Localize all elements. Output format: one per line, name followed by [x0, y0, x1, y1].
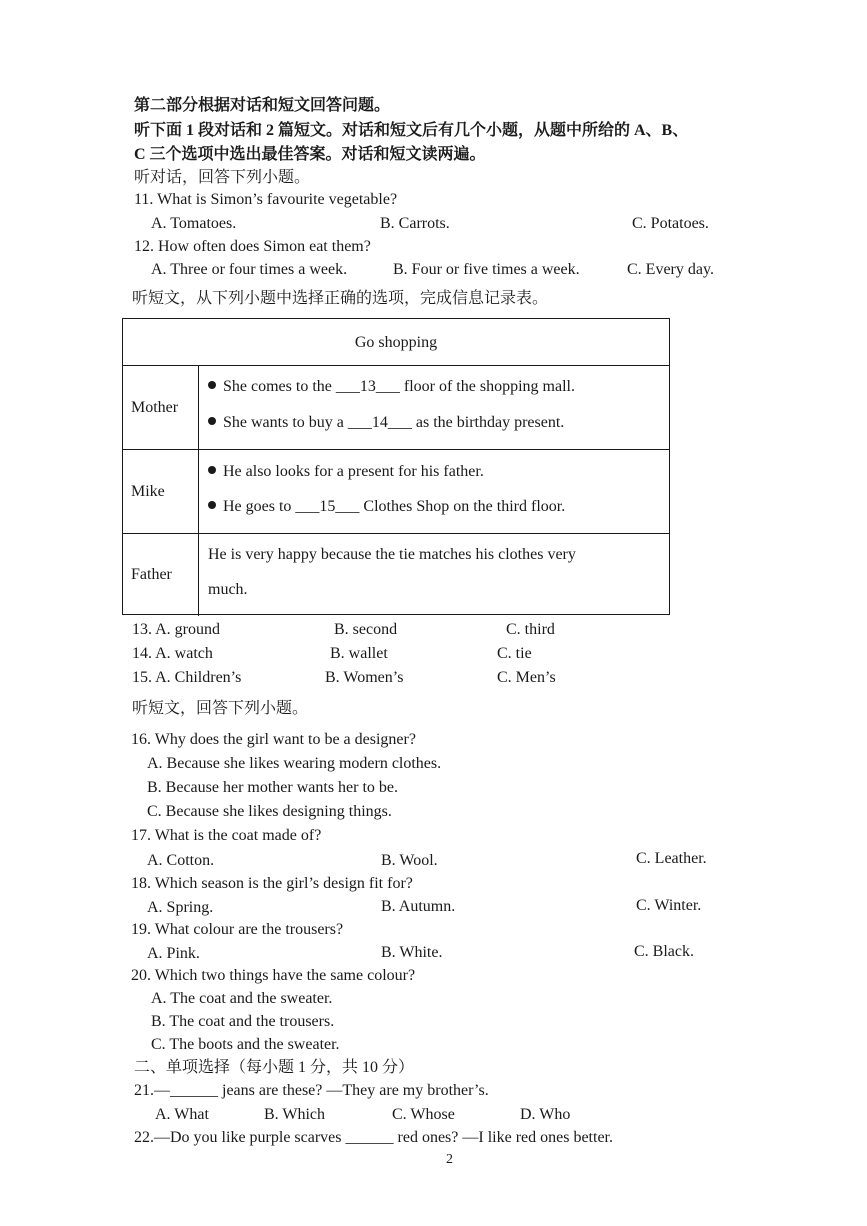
- q15-option-c: C. Men’s: [497, 669, 556, 686]
- q21-option-a: A. What: [155, 1106, 209, 1123]
- q13-option-a: 13. A. ground: [132, 621, 220, 638]
- bullet-icon: [208, 381, 216, 389]
- q13-option-c: C. third: [506, 621, 555, 638]
- q13-option-b: B. second: [334, 621, 398, 638]
- section-header: 第二部分根据对话和短文回答问题。: [134, 97, 391, 114]
- q14-option-a: 14. A. watch: [132, 645, 213, 662]
- bullet-icon: [208, 466, 216, 474]
- q20-option-b: B. The coat and the trousers.: [151, 1013, 335, 1030]
- page-number: 2: [446, 1152, 453, 1167]
- q21-option-b: B. Which: [264, 1106, 326, 1123]
- q21-option-c: C. Whose: [392, 1106, 455, 1123]
- part2-heading: 二、单项选择（每小题 1 分，共 10 分）: [134, 1059, 415, 1076]
- q21-option-d: D. Who: [520, 1106, 571, 1123]
- q15-option-b: B. Women’s: [325, 669, 404, 686]
- bullet-icon: [208, 501, 216, 509]
- q19-stem: 19. What colour are the trousers?: [131, 921, 344, 938]
- q17-option-b: B. Wool.: [381, 852, 438, 869]
- q16-option-c: C. Because she likes designing things.: [147, 803, 392, 820]
- q12-stem: 12. How often does Simon eat them?: [134, 238, 371, 255]
- q12-option-a: A. Three or four times a week.: [151, 261, 348, 278]
- row-label-mike: Mike: [131, 482, 165, 500]
- q16-option-a: A. Because she likes wearing modern clothes.: [147, 755, 442, 772]
- passage1-heading: 听短文，从下列小题中选择正确的选项，完成信息记录表。: [132, 290, 549, 307]
- q16-stem: 16. Why does the girl want to be a designer?: [131, 731, 416, 748]
- info-record-table: [122, 318, 670, 615]
- q19-option-b: B. White.: [381, 944, 443, 961]
- q15-option-a: 15. A. Children’s: [132, 669, 242, 686]
- table-title: Go shopping: [123, 319, 669, 366]
- passage2-heading: 听短文，回答下列小题。: [132, 700, 309, 717]
- mike-line-1: He also looks for a present for his father.: [223, 463, 484, 480]
- q18-stem: 18. Which season is the girl’s design fit for?: [131, 875, 413, 892]
- q16-option-b: B. Because her mother wants her to be.: [147, 779, 399, 796]
- q19-option-a: A. Pink.: [147, 945, 200, 962]
- father-line-2: much.: [208, 581, 248, 598]
- father-line-1: He is very happy because the tie matches his clothes very: [208, 546, 576, 563]
- q20-option-a: A. The coat and the sweater.: [151, 990, 333, 1007]
- q21-stem: 21.—______ jeans are these? —They are my brother’s.: [134, 1082, 489, 1099]
- q22-stem: 22.—Do you like purple scarves ______ red ones? —I like red ones better.: [134, 1129, 613, 1146]
- q14-option-b: B. wallet: [330, 645, 388, 662]
- q12-option-b: B. Four or five times a week.: [393, 261, 580, 278]
- q19-option-c: C. Black.: [634, 943, 694, 960]
- q17-option-a: A. Cotton.: [147, 852, 215, 869]
- row-label-father: Father: [131, 566, 172, 583]
- q11-option-b: B. Carrots.: [380, 215, 450, 232]
- instructions-line-1: 听下面 1 段对话和 2 篇短文。对话和短文后有几个小题，从题中所给的 A、B、: [134, 122, 689, 139]
- q17-option-c: C. Leather.: [636, 850, 707, 867]
- mike-line-2: He goes to ___15___ Clothes Shop on the third floor.: [223, 498, 566, 515]
- q11-stem: 11. What is Simon’s favourite vegetable?: [134, 191, 398, 208]
- q18-option-c: C. Winter.: [636, 897, 702, 914]
- q20-stem: 20. Which two things have the same colour?: [131, 967, 416, 984]
- table-row-father: [123, 534, 669, 616]
- dialogue-heading: 听对话，回答下列小题。: [134, 169, 311, 186]
- q11-option-c: C. Potatoes.: [632, 215, 709, 232]
- mother-line-2: She wants to buy a ___14___ as the birthday present.: [223, 414, 565, 431]
- q11-option-a: A. Tomatoes.: [151, 215, 237, 232]
- q18-option-b: B. Autumn.: [381, 898, 456, 915]
- q17-stem: 17. What is the coat made of?: [131, 827, 322, 844]
- table-row-mike: [123, 450, 669, 534]
- q18-option-a: A. Spring.: [147, 899, 214, 916]
- mother-line-1: She comes to the ___13___ floor of the shopping mall.: [223, 378, 575, 395]
- q14-option-c: C. tie: [497, 645, 532, 662]
- row-label-mother: Mother: [131, 398, 179, 416]
- bullet-icon: [208, 417, 216, 425]
- instructions-line-2: C 三个选项中选出最佳答案。对话和短文读两遍。: [134, 146, 486, 163]
- q20-option-c: C. The boots and the sweater.: [151, 1036, 340, 1053]
- q12-option-c: C. Every day.: [627, 261, 714, 278]
- table-row-mother: [123, 366, 669, 450]
